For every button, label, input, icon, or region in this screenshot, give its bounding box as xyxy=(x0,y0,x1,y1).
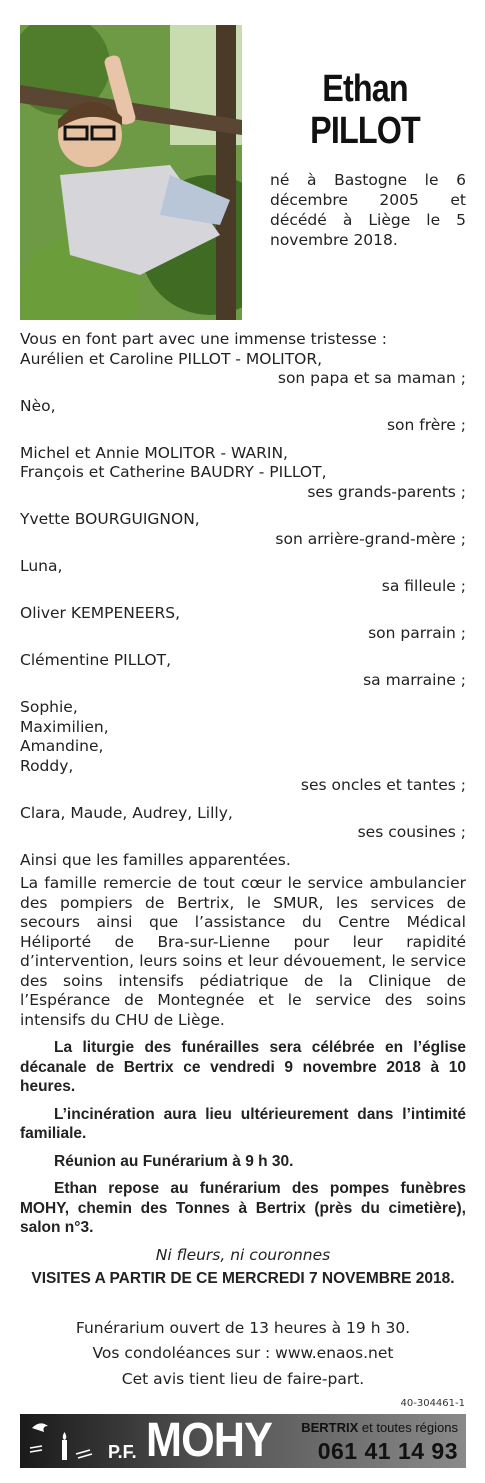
family-role: son parrain ; xyxy=(368,623,466,642)
hours-line: Funérarium ouvert de 13 heures à 19 h 30. xyxy=(75,1318,411,1337)
rest-paragraph: Ethan repose au funérarium des pompes funèbres MOHY, chemin des Tonnes à Bertrix (près du cimetière), salon n°3. xyxy=(20,1180,466,1236)
portrait-illustration xyxy=(20,25,242,320)
family-name: Clémentine PILLOT, xyxy=(20,651,172,669)
pf-label: P.F. xyxy=(108,1442,137,1462)
family-role: son frère ; xyxy=(386,416,466,434)
family-outro: Ainsi que les familles apparentées. xyxy=(20,850,291,869)
family-role: sa marraine ; xyxy=(363,670,466,689)
family-role: son papa et sa maman ; xyxy=(277,369,466,387)
birth-death-text: né à Bastogne le 6 décembre 2005 et décédé à Liège le 5 novembre 2018. xyxy=(270,171,466,249)
first-name: Ethan xyxy=(322,68,408,110)
region-rest: et toutes régions xyxy=(358,1420,458,1435)
family-name: Amandine, xyxy=(20,737,104,755)
family-name: François et Catherine BAUDRY - PILLOT, xyxy=(20,463,327,481)
family-name: Sophie, xyxy=(20,698,78,716)
dove-candle-icon xyxy=(24,1414,104,1468)
family-role: ses cousines ; xyxy=(357,823,466,841)
phone-number: 061 41 14 93 xyxy=(317,1438,458,1464)
family-role: sa filleule ; xyxy=(381,576,466,595)
flowers-line: Ni fleurs, ni couronnes xyxy=(155,1245,331,1264)
notice-body xyxy=(20,330,466,1389)
liturgy-paragraph: La liturgie des funérailles sera célébrée en l’église décanale de Bertrix ce vendredi 9 novembre 2018 à 10 heures. xyxy=(20,1039,466,1095)
cremation-paragraph: L’incinération aura lieu ultérieurement dans l’intimité familiale. xyxy=(20,1105,466,1142)
family-role: ses oncles et tantes ; xyxy=(300,776,466,794)
family-role: ses grands-parents ; xyxy=(307,482,466,501)
family-name: Clara, Maude, Audrey, Lilly, xyxy=(20,803,233,822)
condolences-line: Vos condoléances sur : www.enaos.net xyxy=(92,1344,394,1362)
family-name: Aurélien et Caroline PILLOT - MOLITOR, xyxy=(20,349,323,368)
family-intro: Vous en font part avec une immense tristesse : xyxy=(20,330,387,348)
family-name: Oliver KEMPENEERS, xyxy=(20,604,181,622)
family-name: Maximilien, xyxy=(20,717,109,736)
family-name: Luna, xyxy=(20,557,63,575)
family-name: Nèo, xyxy=(20,396,56,415)
family-name: Roddy, xyxy=(20,756,74,775)
thanks-paragraph: La famille remercie de tout cœur le service ambulancier des pompiers de Bertrix, le SMUR, les services de secours ainsi que l’assistance du Centre Médical Héliporté de Bra-sur-Lienne pour leur rapidité d’intervention, leurs soins et leur dévouement, le service des soins intensifs pédiatrique de la Clinique de l’Espérance de Montegnée et le service des soins intensifs du CHU de Liège. xyxy=(20,874,466,1029)
brand-logo-text: MOHY xyxy=(146,1414,272,1467)
family-role: son arrière-grand-mère ; xyxy=(275,529,466,548)
reference-number: 40-304461-1 xyxy=(400,1398,465,1409)
family-name: Michel et Annie MOLITOR - WARIN, xyxy=(20,443,288,462)
region-bold: BERTRIX xyxy=(301,1420,359,1435)
family-name: Yvette BOURGUIGNON, xyxy=(20,510,200,528)
region-text xyxy=(301,1420,458,1435)
meeting-paragraph: Réunion au Funérarium à 9 h 30. xyxy=(54,1152,294,1170)
funeral-home-banner xyxy=(20,1414,466,1468)
visits-line: VISITES A PARTIR DE CE MERCREDI 7 NOVEMBRE 2018. xyxy=(31,1270,455,1287)
notice-line: Cet avis tient lieu de faire-part. xyxy=(121,1369,365,1388)
last-name: PILLOT xyxy=(310,110,420,152)
portrait-photo xyxy=(20,25,242,320)
